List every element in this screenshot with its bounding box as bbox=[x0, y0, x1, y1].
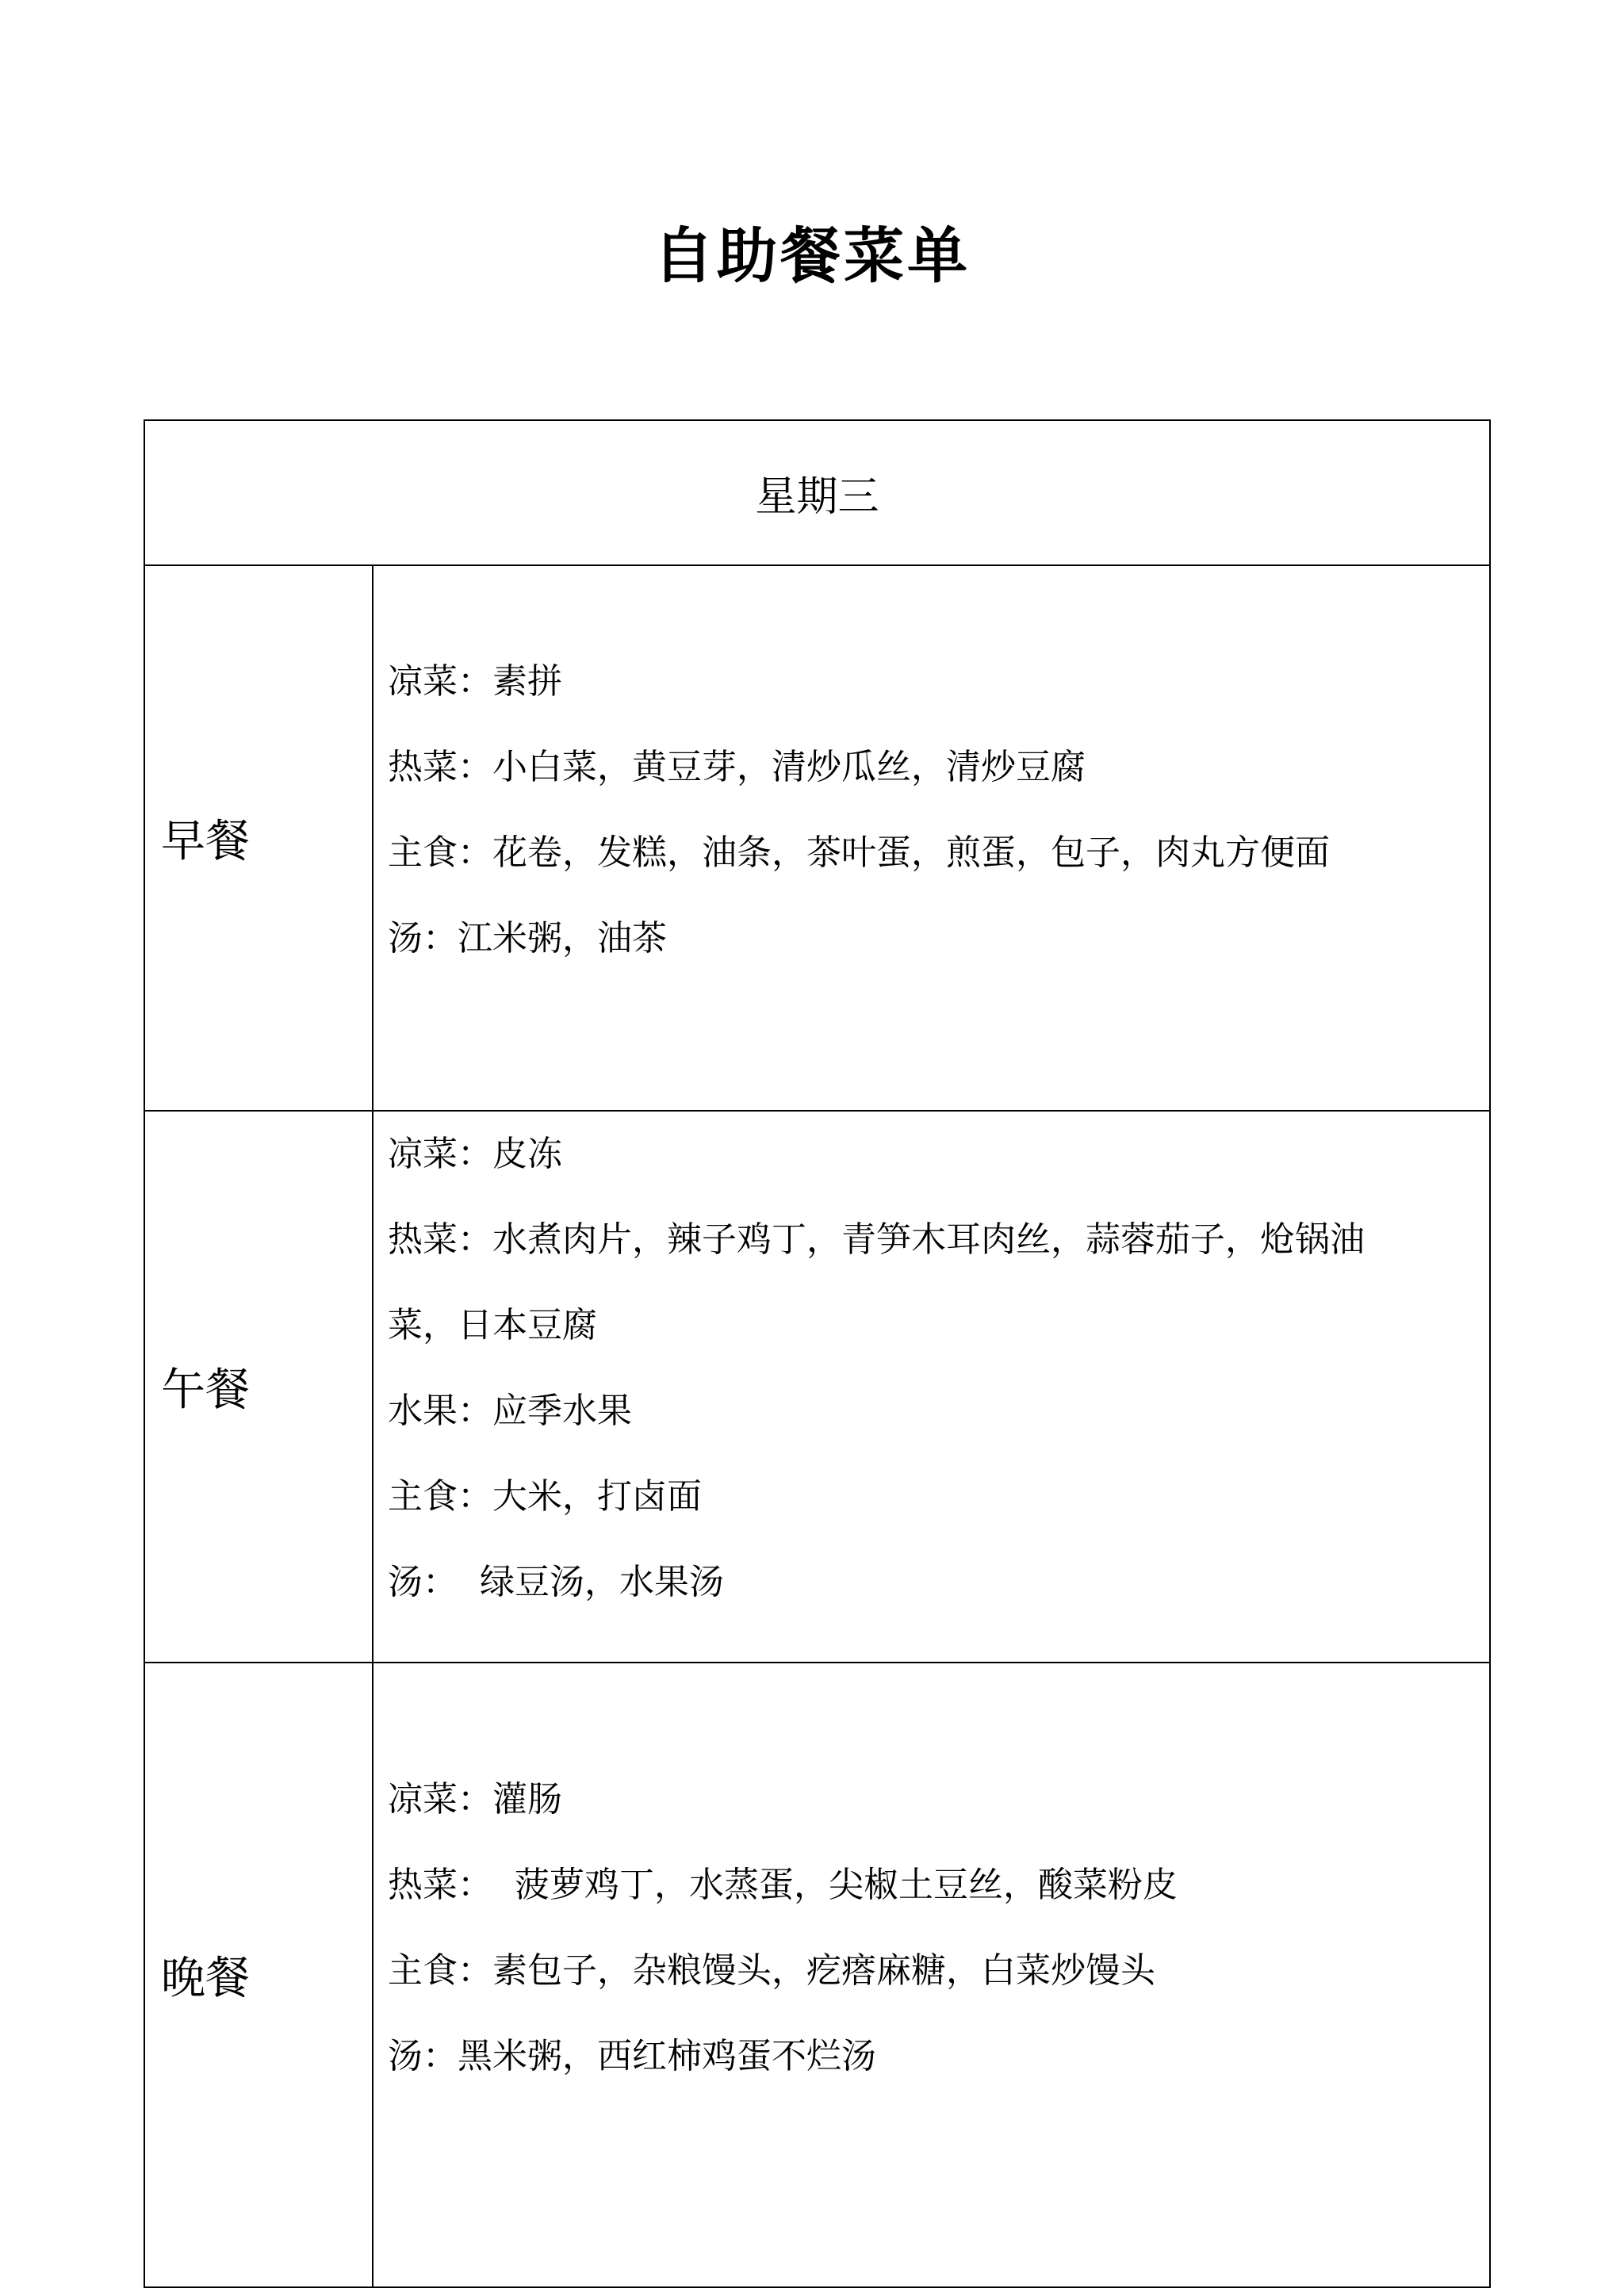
menu-line: 汤： 绿豆汤，水果汤 bbox=[388, 1562, 724, 1602]
meal-label-breakfast: 早餐 bbox=[144, 565, 373, 1111]
meal-label-dinner: 晚餐 bbox=[144, 1663, 373, 2287]
meal-items-breakfast bbox=[373, 565, 1490, 1111]
menu-line: 凉菜：素拼 bbox=[388, 661, 562, 702]
meal-label-lunch: 午餐 bbox=[144, 1111, 373, 1663]
day-header-row bbox=[144, 420, 1490, 565]
menu-line: 主食：花卷，发糕，油条，茶叶蛋，煎蛋，包子，肉丸方便面 bbox=[388, 832, 1330, 873]
menu-line: 凉菜：皮冻 bbox=[388, 1134, 562, 1174]
menu-line: 汤：黑米粥，西红柿鸡蛋不烂汤 bbox=[388, 2036, 876, 2076]
menu-line: 主食：素包子，杂粮馒头，疙瘩麻糖，白菜炒馒头 bbox=[388, 1950, 1155, 1991]
menu-line: 凉菜：灌肠 bbox=[388, 1779, 562, 1820]
meal-row-dinner bbox=[144, 1663, 1490, 2287]
page-title: 自助餐菜单 bbox=[653, 220, 971, 291]
day-header: 星期三 bbox=[144, 420, 1490, 565]
meal-row-breakfast bbox=[144, 565, 1490, 1111]
menu-line: 热菜： 菠萝鸡丁，水蒸蛋，尖椒土豆丝，酸菜粉皮 bbox=[388, 1865, 1178, 1905]
menu-line: 热菜：水煮肉片，辣子鸡丁，青笋木耳肉丝，蒜蓉茄子，炝锅油 bbox=[388, 1219, 1365, 1260]
menu-table bbox=[144, 419, 1491, 2288]
menu-line: 水果：应季水果 bbox=[388, 1391, 632, 1431]
menu-line: 汤：江米粥，油茶 bbox=[388, 918, 667, 959]
meal-items-dinner bbox=[373, 1663, 1490, 2287]
menu-line: 热菜：小白菜，黄豆芽，清炒瓜丝，清炒豆腐 bbox=[388, 747, 1086, 787]
menu-line: 主食：大米，打卤面 bbox=[388, 1476, 702, 1517]
meal-items-lunch bbox=[373, 1111, 1490, 1663]
menu-line: 菜，日本豆腐 bbox=[388, 1305, 597, 1345]
meal-row-lunch bbox=[144, 1111, 1490, 1663]
